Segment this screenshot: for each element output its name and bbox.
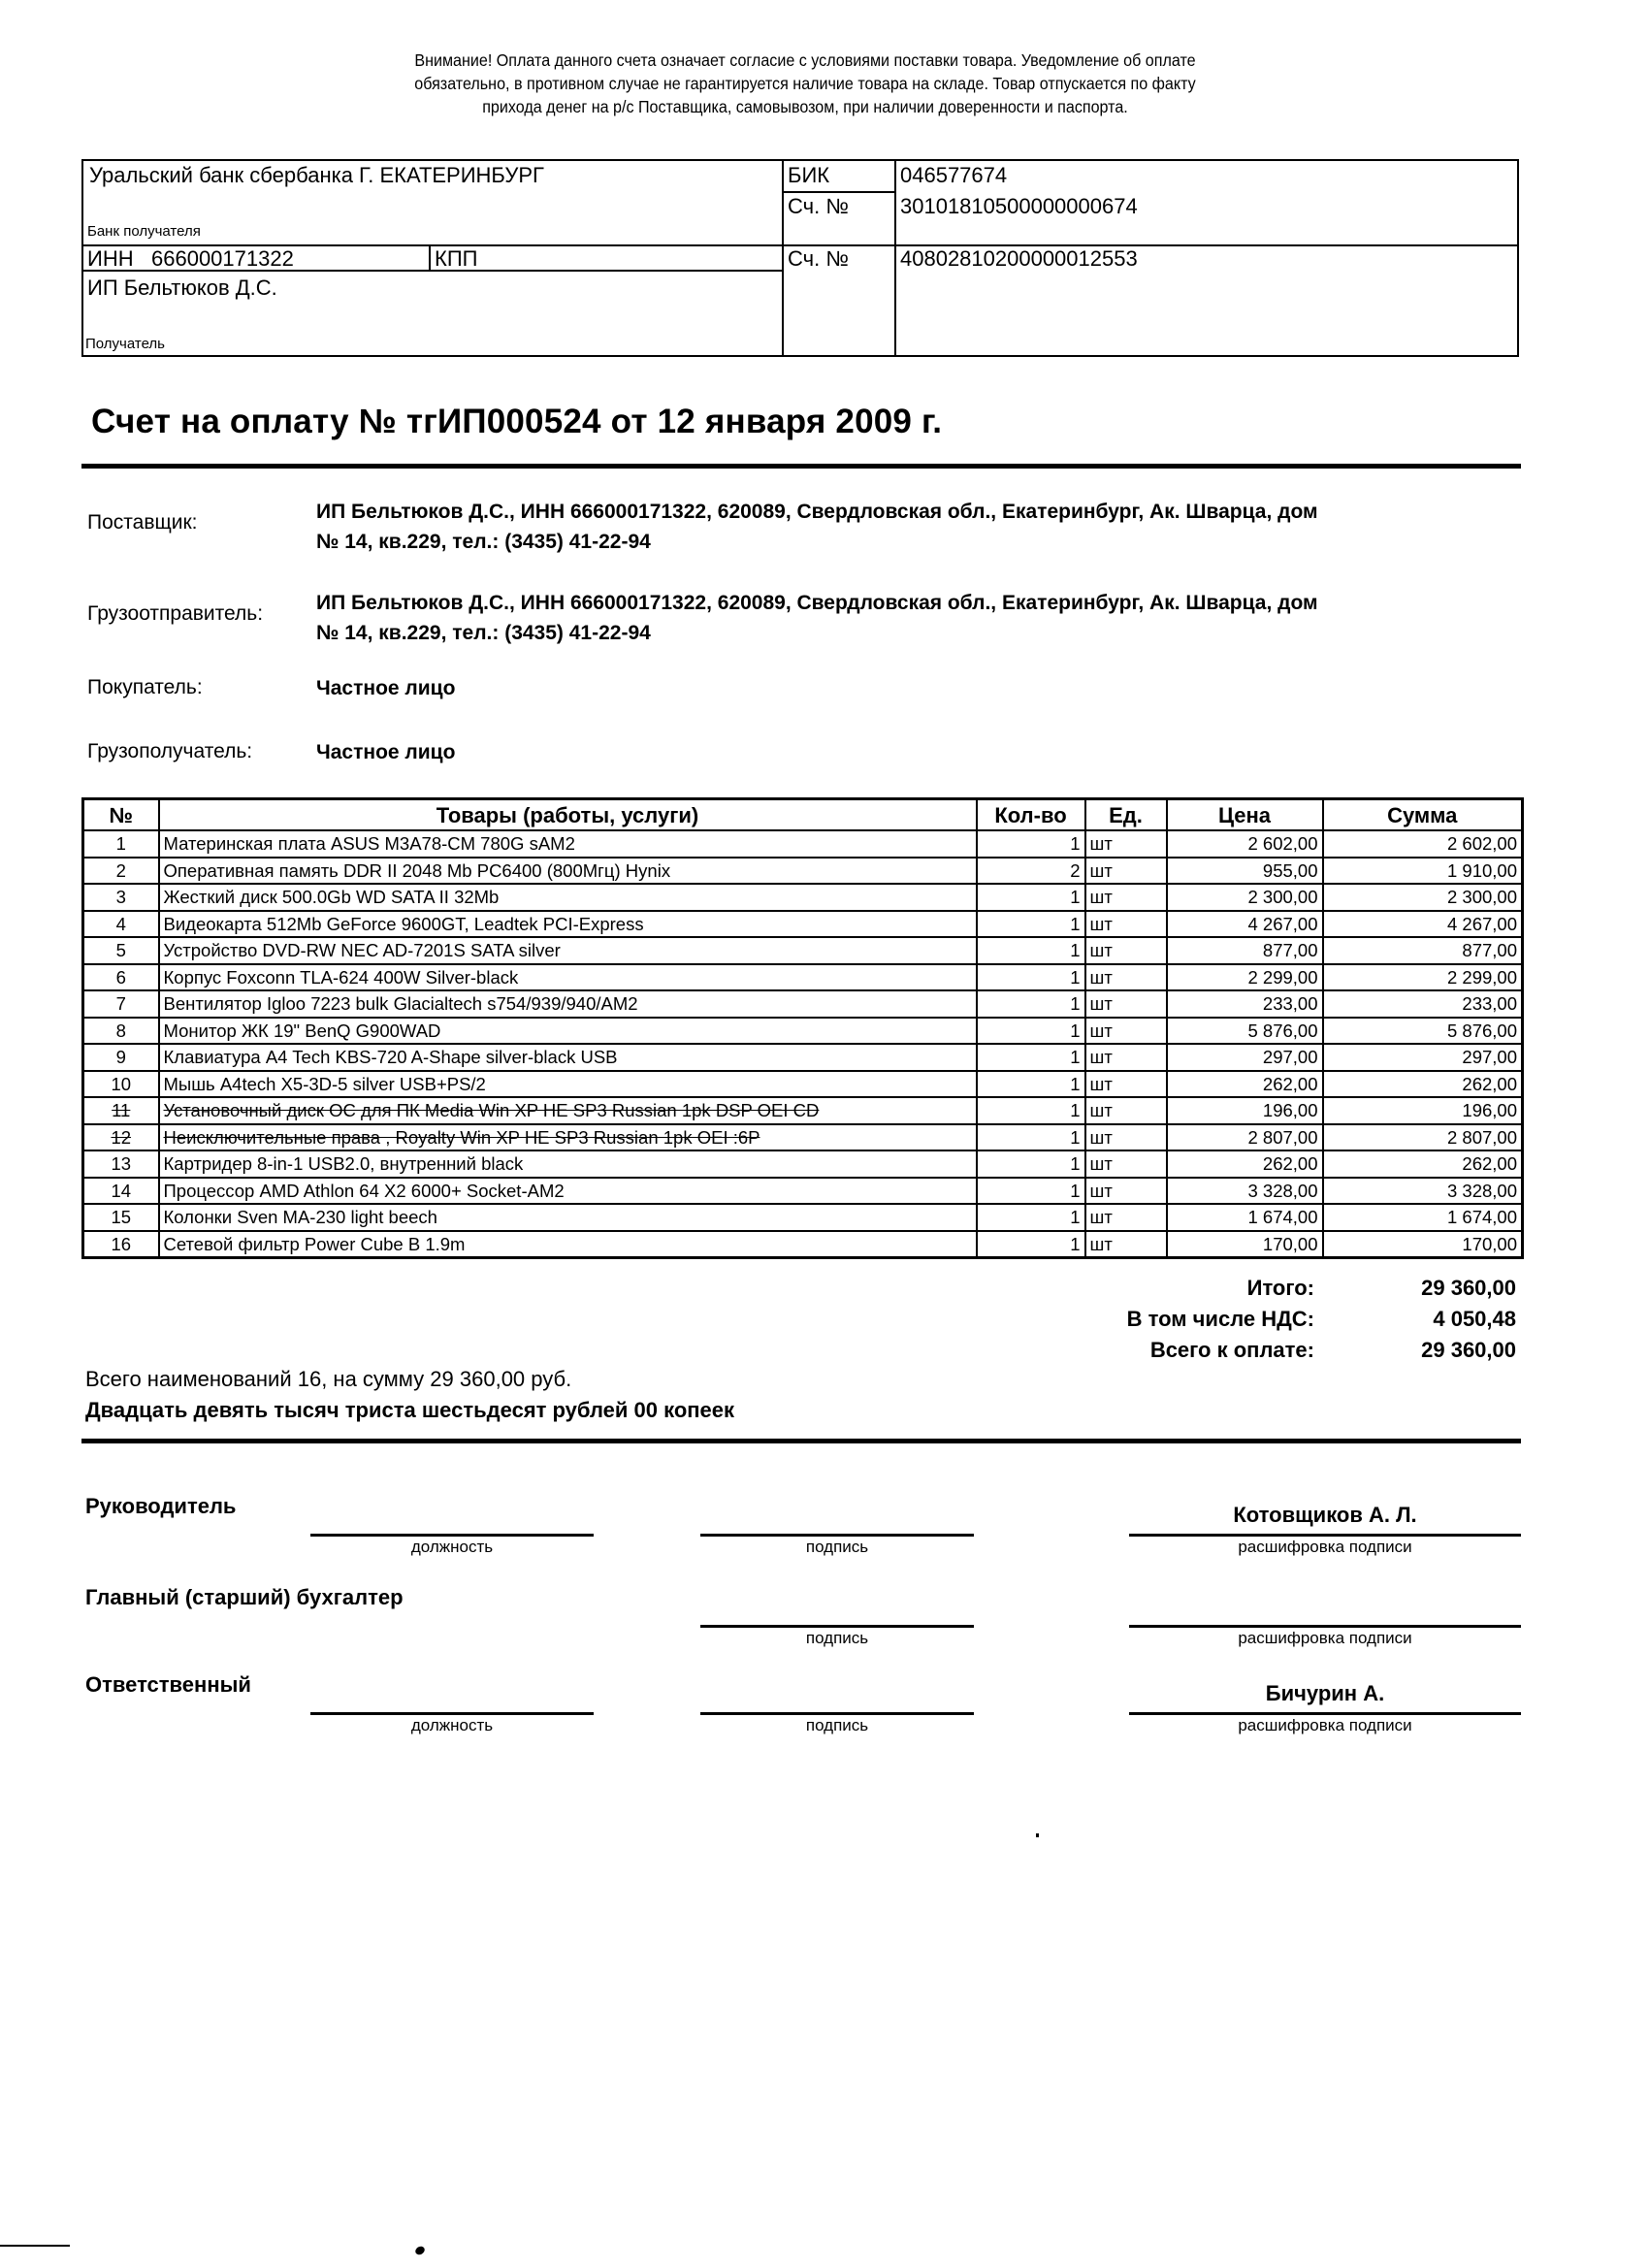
row-sum: 170,00 xyxy=(1323,1231,1523,1258)
table-row xyxy=(83,1124,1523,1151)
table-row xyxy=(83,1097,1523,1124)
account-value: 40802810200000012553 xyxy=(900,246,1138,271)
row-quantity: 1 xyxy=(977,1204,1085,1231)
row-quantity: 1 xyxy=(977,830,1085,858)
row-item-name: Видеокарта 512Mb GeForce 9600GT, Leadtek PCI-Express xyxy=(159,911,977,938)
corr-account-value: 30101810500000000674 xyxy=(900,194,1138,218)
row-price: 955,00 xyxy=(1167,858,1323,885)
bik-value: 046577674 xyxy=(900,163,1008,187)
divider xyxy=(429,244,431,271)
table-row xyxy=(83,1204,1523,1231)
row-unit: шт xyxy=(1085,884,1167,911)
row-price: 3 328,00 xyxy=(1167,1178,1323,1205)
director-name-line xyxy=(1129,1534,1521,1537)
row-price: 262,00 xyxy=(1167,1071,1323,1098)
row-unit: шт xyxy=(1085,990,1167,1018)
row-price: 233,00 xyxy=(1167,990,1323,1018)
accountant-name-line[interactable] xyxy=(1129,1625,1521,1628)
account-label: Сч. № xyxy=(788,246,849,271)
row-num: 11 xyxy=(83,1097,159,1124)
row-item-name: Мышь A4tech X5-3D-5 silver USB+PS/2 xyxy=(159,1071,977,1098)
table-row xyxy=(83,858,1523,885)
amount-in-words: Двадцать девять тысяч триста шестьдесят рублей 00 копеек xyxy=(85,1398,735,1422)
row-sum: 1 674,00 xyxy=(1323,1204,1523,1231)
row-quantity: 1 xyxy=(977,1097,1085,1124)
row-unit: шт xyxy=(1085,1204,1167,1231)
scan-mark xyxy=(414,2245,427,2256)
table-row xyxy=(83,990,1523,1018)
row-sum: 297,00 xyxy=(1323,1044,1523,1071)
items-count-summary: Всего наименований 16, на сумму 29 360,00 руб. xyxy=(85,1367,572,1391)
kpp-label: КПП xyxy=(435,246,478,271)
table-row xyxy=(83,1071,1523,1098)
row-quantity: 1 xyxy=(977,937,1085,964)
row-quantity: 1 xyxy=(977,990,1085,1018)
table-row xyxy=(83,937,1523,964)
row-unit: шт xyxy=(1085,1178,1167,1205)
director-name-caption: расшифровка подписи xyxy=(1238,1538,1412,1556)
director-role: Руководитель xyxy=(85,1494,237,1518)
inn-label: ИНН xyxy=(87,246,134,271)
row-sum: 877,00 xyxy=(1323,937,1523,964)
col-header-unit: Ед. xyxy=(1085,799,1167,831)
row-quantity: 1 xyxy=(977,1231,1085,1258)
row-price: 2 300,00 xyxy=(1167,884,1323,911)
row-unit: шт xyxy=(1085,1044,1167,1071)
row-item-name: Клавиатура A4 Tech KBS-720 A-Shape silver-black USB xyxy=(159,1044,977,1071)
row-unit: шт xyxy=(1085,1071,1167,1098)
row-quantity: 1 xyxy=(977,1150,1085,1178)
table-row xyxy=(83,1150,1523,1178)
row-num: 14 xyxy=(83,1178,159,1205)
recipient-name: ИП Бельтюков Д.С. xyxy=(87,275,277,300)
row-price: 877,00 xyxy=(1167,937,1323,964)
row-quantity: 1 xyxy=(977,884,1085,911)
corr-account-label: Сч. № xyxy=(788,194,849,218)
payment-notice xyxy=(314,49,1296,118)
supplier-label: Поставщик: xyxy=(87,511,198,534)
col-header-num: № xyxy=(83,799,159,831)
row-item-name: Колонки Sven MA-230 light beech xyxy=(159,1204,977,1231)
row-num: 5 xyxy=(83,937,159,964)
col-header-price: Цена xyxy=(1167,799,1323,831)
vat-label: В том числе НДС: xyxy=(1126,1307,1314,1331)
divider xyxy=(782,161,784,355)
buyer-label: Покупатель: xyxy=(87,676,203,698)
row-item-name: Жесткий диск 500.0Gb WD SATA II 32Mb xyxy=(159,884,977,911)
row-item-name: Материнская плата ASUS M3A78-CM 780G sAM2 xyxy=(159,830,977,858)
row-item-name: Устройство DVD-RW NEC AD-7201S SATA silver xyxy=(159,937,977,964)
row-unit: шт xyxy=(1085,937,1167,964)
amount-due-label: Всего к оплате: xyxy=(1149,1338,1314,1362)
total-value: 29 360,00 xyxy=(1421,1276,1516,1300)
shipper-line-1: ИП Бельтюков Д.С., ИНН 666000171322, 620089, Свердловская обл., Екатеринбург, Ак. Шварца, дом xyxy=(316,592,1318,614)
row-price: 297,00 xyxy=(1167,1044,1323,1071)
scan-mark xyxy=(1036,1833,1039,1837)
accountant-signature-caption: подпись xyxy=(805,1629,869,1647)
row-item-name: Оперативная память DDR II 2048 Mb PC6400 (800Мгц) Hynix xyxy=(159,858,977,885)
table-row xyxy=(83,911,1523,938)
table-row xyxy=(83,884,1523,911)
row-unit: шт xyxy=(1085,1150,1167,1178)
items-table xyxy=(81,797,1524,1259)
shipper-value xyxy=(316,588,1318,648)
row-quantity: 1 xyxy=(977,911,1085,938)
row-quantity: 1 xyxy=(977,1178,1085,1205)
table-row xyxy=(83,830,1523,858)
shipper-label: Грузоотправитель: xyxy=(87,602,264,625)
row-unit: шт xyxy=(1085,858,1167,885)
row-item-name: Установочный диск ОС для ПК Media Win XP HE SP3 Russian 1pk DSP OEI CD xyxy=(159,1097,977,1124)
scan-mark xyxy=(0,2245,70,2247)
row-sum: 262,00 xyxy=(1323,1071,1523,1098)
col-header-name: Товары (работы, услуги) xyxy=(159,799,977,831)
row-quantity: 1 xyxy=(977,1044,1085,1071)
row-sum: 2 807,00 xyxy=(1323,1124,1523,1151)
row-sum: 196,00 xyxy=(1323,1097,1523,1124)
row-num: 8 xyxy=(83,1018,159,1045)
accountant-name-caption: расшифровка подписи xyxy=(1238,1629,1412,1647)
row-item-name: Сетевой фильтр Power Cube B 1.9m xyxy=(159,1231,977,1258)
row-unit: шт xyxy=(1085,1097,1167,1124)
row-quantity: 1 xyxy=(977,1071,1085,1098)
vat-value: 4 050,48 xyxy=(1433,1307,1516,1331)
director-signature-line[interactable] xyxy=(700,1534,974,1537)
table-row xyxy=(83,964,1523,991)
row-sum: 5 876,00 xyxy=(1323,1018,1523,1045)
row-unit: шт xyxy=(1085,1018,1167,1045)
responsible-role: Ответственный xyxy=(85,1672,251,1697)
row-price: 4 267,00 xyxy=(1167,911,1323,938)
responsible-name-line xyxy=(1129,1712,1521,1715)
row-unit: шт xyxy=(1085,830,1167,858)
row-item-name: Вентилятор Igloo 7223 bulk Glacialtech s754/939/940/AM2 xyxy=(159,990,977,1018)
row-num: 10 xyxy=(83,1071,159,1098)
row-num: 6 xyxy=(83,964,159,991)
notice-line-1: Внимание! Оплата данного счета означает согласие с условиями поставки товара. Уведомление об оплате xyxy=(414,50,1196,70)
row-unit: шт xyxy=(1085,1231,1167,1258)
director-signature-caption: подпись xyxy=(805,1538,869,1556)
consignee-label: Грузополучатель: xyxy=(87,740,253,762)
notice-line-2: обязательно, в противном случае не гарантируется наличие товара на складе. Товар отпускается по факту xyxy=(414,74,1196,93)
row-num: 16 xyxy=(83,1231,159,1258)
row-sum: 3 328,00 xyxy=(1323,1178,1523,1205)
responsible-name-caption: расшифровка подписи xyxy=(1238,1716,1412,1734)
table-header-row xyxy=(83,799,1523,831)
table-row xyxy=(83,1044,1523,1071)
buyer-value: Частное лицо xyxy=(316,677,456,699)
responsible-position-caption: должность xyxy=(410,1716,494,1734)
row-num: 13 xyxy=(83,1150,159,1178)
amount-due-value: 29 360,00 xyxy=(1421,1338,1516,1362)
row-num: 7 xyxy=(83,990,159,1018)
row-unit: шт xyxy=(1085,911,1167,938)
row-item-name: Картридер 8-in-1 USB2.0, внутренний black xyxy=(159,1150,977,1178)
inn-value: 666000171322 xyxy=(151,246,294,271)
accountant-role: Главный (старший) бухгалтер xyxy=(85,1585,404,1609)
table-row xyxy=(83,1018,1523,1045)
row-item-name: Неисключительные права , Royalty Win XP HE SP3 Russian 1pk OEI :6P xyxy=(159,1124,977,1151)
supplier-value xyxy=(316,497,1318,557)
responsible-signature-caption: подпись xyxy=(805,1716,869,1734)
row-num: 4 xyxy=(83,911,159,938)
row-num: 3 xyxy=(83,884,159,911)
bank-name: Уральский банк сбербанка Г. ЕКАТЕРИНБУРГ xyxy=(89,163,544,187)
director-position-caption: должность xyxy=(410,1538,494,1556)
accountant-signature-line[interactable] xyxy=(700,1625,974,1628)
row-num: 12 xyxy=(83,1124,159,1151)
bik-label: БИК xyxy=(788,163,830,187)
row-num: 9 xyxy=(83,1044,159,1071)
row-item-name: Монитор ЖК 19" BenQ G900WAD xyxy=(159,1018,977,1045)
row-price: 170,00 xyxy=(1167,1231,1323,1258)
notice-line-3: прихода денег на р/с Поставщика, самовывозом, при наличии доверенности и паспорта. xyxy=(482,97,1128,116)
row-num: 2 xyxy=(83,858,159,885)
row-sum: 233,00 xyxy=(1323,990,1523,1018)
responsible-signature-line[interactable] xyxy=(700,1712,974,1715)
row-sum: 2 300,00 xyxy=(1323,884,1523,911)
row-sum: 262,00 xyxy=(1323,1150,1523,1178)
row-item-name: Корпус Foxconn TLA-624 400W Silver-black xyxy=(159,964,977,991)
row-sum: 2 299,00 xyxy=(1323,964,1523,991)
row-price: 2 602,00 xyxy=(1167,830,1323,858)
table-row xyxy=(83,1178,1523,1205)
row-sum: 4 267,00 xyxy=(1323,911,1523,938)
director-name: Котовщиков А. Л. xyxy=(1233,1503,1417,1527)
consignee-value: Частное лицо xyxy=(316,741,456,763)
row-sum: 1 910,00 xyxy=(1323,858,1523,885)
divider xyxy=(782,191,894,193)
row-price: 2 299,00 xyxy=(1167,964,1323,991)
invoice-title: Счет на оплату № тгИП000524 от 12 января 2009 г. xyxy=(91,403,943,440)
row-num: 15 xyxy=(83,1204,159,1231)
col-header-qty: Кол-во xyxy=(977,799,1085,831)
row-price: 5 876,00 xyxy=(1167,1018,1323,1045)
shipper-line-2: № 14, кв.229, тел.: (3435) 41-22-94 xyxy=(316,622,651,644)
row-price: 196,00 xyxy=(1167,1097,1323,1124)
recipient-caption: Получатель xyxy=(85,336,165,352)
director-position-line[interactable] xyxy=(310,1534,594,1537)
row-sum: 2 602,00 xyxy=(1323,830,1523,858)
supplier-line-2: № 14, кв.229, тел.: (3435) 41-22-94 xyxy=(316,531,651,553)
row-unit: шт xyxy=(1085,964,1167,991)
supplier-line-1: ИП Бельтюков Д.С., ИНН 666000171322, 620089, Свердловская обл., Екатеринбург, Ак. Шварца, дом xyxy=(316,501,1318,523)
row-num: 1 xyxy=(83,830,159,858)
col-header-sum: Сумма xyxy=(1323,799,1523,831)
row-price: 1 674,00 xyxy=(1167,1204,1323,1231)
row-price: 262,00 xyxy=(1167,1150,1323,1178)
row-item-name: Процессор AMD Athlon 64 X2 6000+ Socket-AM2 xyxy=(159,1178,977,1205)
row-unit: шт xyxy=(1085,1124,1167,1151)
responsible-name: Бичурин А. xyxy=(1265,1681,1385,1705)
divider xyxy=(894,161,896,355)
table-row xyxy=(83,1231,1523,1258)
responsible-position-line[interactable] xyxy=(310,1712,594,1715)
title-rule xyxy=(81,464,1521,469)
row-quantity: 1 xyxy=(977,1018,1085,1045)
bank-details-table xyxy=(81,159,1519,357)
bank-caption: Банк получателя xyxy=(87,223,201,240)
row-price: 2 807,00 xyxy=(1167,1124,1323,1151)
row-quantity: 1 xyxy=(977,964,1085,991)
row-quantity: 2 xyxy=(977,858,1085,885)
summary-rule xyxy=(81,1439,1521,1443)
row-quantity: 1 xyxy=(977,1124,1085,1151)
total-label: Итого: xyxy=(1246,1276,1314,1300)
